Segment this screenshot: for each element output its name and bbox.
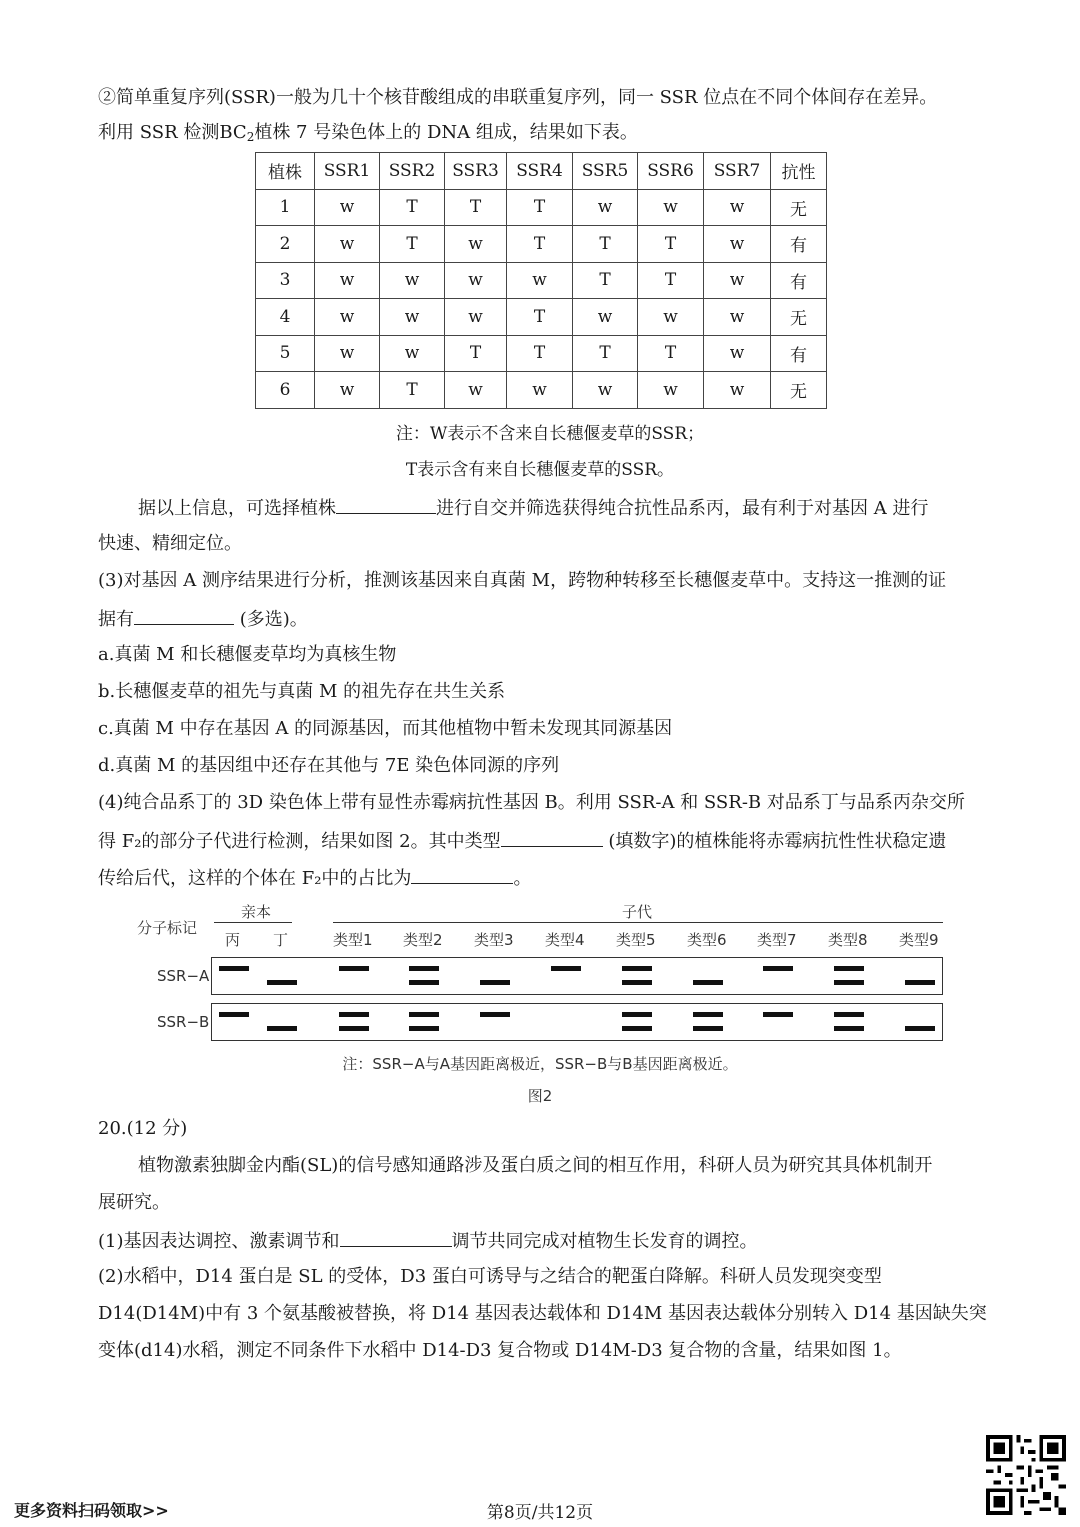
table-cell: 5	[256, 335, 315, 372]
header-cell: 植株	[256, 153, 315, 190]
fig2-row-header: 分子标记	[137, 919, 198, 937]
fig2-marker-b: SSR−B	[157, 1013, 210, 1031]
table-cell: w	[315, 189, 380, 226]
table-cell: T	[445, 335, 507, 372]
gel-band-upper	[339, 966, 369, 971]
table-note-1: 注：W表示不含来自长穗偃麦草的SSR；	[395, 424, 705, 444]
gel-band-upper	[551, 966, 581, 971]
table-cell: w	[704, 372, 771, 409]
gel-band-upper	[339, 1012, 369, 1017]
intro-line-2b: 植株 7 号染色体上的 DNA 组成，结果如下表。	[254, 122, 638, 143]
q3-text-a: 据有	[98, 609, 134, 630]
table-row	[256, 262, 827, 299]
intro-line-2-sub: 2	[246, 130, 255, 144]
fig2-lane-label: 类型4	[545, 931, 585, 949]
q20-intro-1: 植物激素独脚金内酯(SL)的信号感知通路涉及蛋白质之间的相互作用，科研人员为研究其具体机制开	[138, 1155, 933, 1176]
gel-band-upper	[219, 966, 249, 971]
header-cell: SSR5	[573, 153, 638, 190]
q3-line-1: (3)对基因 A 测序结果进行分析，推测该基因来自真菌 M，跨物种转移至长穗偃麦草中。支持这一推测的证	[98, 570, 947, 591]
q3-option-d: d.真菌 M 的基因组中还存在其他与 7E 染色体同源的序列	[98, 755, 560, 776]
q4-line-1: (4)纯合品系丁的 3D 染色体上带有显性赤霉病抗性基因 B。利用 SSR-A 和 SSR-B 对品系丁与品系丙杂交所	[98, 792, 965, 813]
table-cell: T	[638, 262, 704, 299]
fig2-lane-label: 类型5	[616, 931, 656, 949]
header-cell: SSR7	[704, 153, 771, 190]
header-cell: SSR1	[315, 153, 380, 190]
q20-p1-text-b: 调节共同完成对植物生长发育的调控。	[451, 1231, 758, 1252]
table-cell: T	[573, 262, 638, 299]
q2-line-1	[138, 495, 928, 521]
fig2-lane-label: 类型8	[828, 931, 868, 949]
q20-part-2-line-2: D14(D14M)中有 3 个氨基酸被替换，将 D14 基因表达载体和 D14M 基因表达载体分别转入 D14 基因缺失突	[98, 1303, 987, 1324]
fig2-lane-label: 类型2	[403, 931, 443, 949]
table-cell: 4	[256, 299, 315, 336]
table-cell: T	[638, 335, 704, 372]
q20-intro-2: 展研究。	[98, 1192, 170, 1213]
q2-text-b: 进行自交并筛选获得纯合抗性品系丙，最有利于对基因 A 进行	[436, 498, 929, 519]
table-cell: w	[638, 299, 704, 336]
header-cell: SSR3	[445, 153, 507, 190]
table-cell: w	[315, 335, 380, 372]
q20-part-2-line-3: 变体(d14)水稻，测定不同条件下水稻中 D14-D3 复合物或 D14M-D3 复合物的含量，结果如图 1。	[98, 1340, 902, 1361]
gel-band-lower	[693, 1026, 723, 1031]
fig2-note: 注：SSR−A与A基因距离极近，SSR−B与B基因距离极近。	[342, 1055, 738, 1073]
table-cell: 无	[771, 189, 827, 226]
gel-band-upper	[763, 966, 793, 971]
table-row	[256, 189, 827, 226]
q4-text-b: (填数字)的植株能将赤霉病抗性性状稳定遗	[608, 831, 947, 852]
fig2-lane-label: 类型1	[333, 931, 373, 949]
fig2-offspring-rule	[333, 922, 943, 923]
q2-line-2: 快速、精细定位。	[98, 533, 242, 554]
fig2-caption: 图2	[527, 1087, 553, 1105]
table-cell: w	[638, 372, 704, 409]
table-cell: T	[380, 372, 445, 409]
q4-text-c: 传给后代，这样的个体在 F₂中的占比为	[98, 868, 412, 889]
q3-option-a: a.真菌 M 和长穗偃麦草均为真核生物	[98, 644, 397, 665]
table-cell: w	[704, 189, 771, 226]
table-cell: w	[704, 299, 771, 336]
gel-band-lower	[409, 980, 439, 985]
q4-text-d: 。	[513, 868, 532, 889]
q3-text-b: (多选)。	[239, 609, 308, 630]
table-cell: w	[315, 226, 380, 263]
table-cell: w	[315, 262, 380, 299]
gel-band-upper	[622, 1012, 652, 1017]
ssr-table-header-row	[256, 153, 827, 190]
table-cell: T	[507, 335, 573, 372]
table-cell: w	[445, 299, 507, 336]
table-cell: w	[704, 226, 771, 263]
table-cell: 无	[771, 372, 827, 409]
gel-band-lower	[693, 980, 723, 985]
fig2-lane-label: 丙	[225, 931, 241, 949]
gel-band-upper	[622, 966, 652, 971]
table-cell: w	[704, 262, 771, 299]
intro-line-1: ②简单重复序列(SSR)一般为几十个核苷酸组成的串联重复序列，同一 SSR 位点在不同个体间存在差异。	[98, 87, 938, 108]
table-cell: T	[380, 189, 445, 226]
table-cell: w	[507, 372, 573, 409]
gel-band-upper	[219, 1012, 249, 1017]
table-cell: w	[315, 372, 380, 409]
table-cell: T	[507, 189, 573, 226]
gel-band-lower	[480, 980, 510, 985]
figure-2	[0, 895, 1080, 1115]
answer-blank-type[interactable]	[501, 828, 603, 847]
fig2-lane-label: 类型6	[687, 931, 727, 949]
table-cell: w	[638, 189, 704, 226]
q20-part-2-line-1: (2)水稻中，D14 蛋白是 SL 的受体，D3 蛋白可诱导与之结合的靶蛋白降解。科研人员发现突变型	[98, 1266, 882, 1287]
answer-blank-evidence[interactable]	[134, 606, 234, 625]
gel-band-lower	[339, 1026, 369, 1031]
fig2-lane-label: 丁	[273, 931, 289, 949]
table-cell: w	[380, 299, 445, 336]
table-cell: T	[573, 226, 638, 263]
table-row	[256, 335, 827, 372]
table-cell: 1	[256, 189, 315, 226]
gel-band-lower	[267, 1026, 297, 1031]
gel-band-upper	[834, 1012, 864, 1017]
q3-option-b: b.长穗偃麦草的祖先与真菌 M 的祖先存在共生关系	[98, 681, 506, 702]
gel-band-lower	[409, 1026, 439, 1031]
gel-band-lower	[905, 980, 935, 985]
q3-option-c: c.真菌 M 中存在基因 A 的同源基因，而其他植物中暂未发现其同源基因	[98, 718, 673, 739]
table-row	[256, 226, 827, 263]
table-cell: 有	[771, 335, 827, 372]
answer-blank-regulation[interactable]	[340, 1228, 452, 1247]
table-row	[256, 372, 827, 409]
table-cell: 2	[256, 226, 315, 263]
q20-title: 20.(12 分)	[98, 1118, 188, 1139]
table-cell: w	[573, 372, 638, 409]
q20-part-1	[98, 1228, 758, 1254]
gel-band-upper	[834, 966, 864, 971]
table-note-2: T表示含有来自长穗偃麦草的SSR。	[405, 460, 675, 480]
gel-band-lower	[622, 1026, 652, 1031]
fig2-marker-a: SSR−A	[157, 967, 210, 985]
table-cell: T	[380, 226, 445, 263]
header-cell: SSR4	[507, 153, 573, 190]
table-cell: w	[445, 262, 507, 299]
table-cell: w	[380, 262, 445, 299]
gel-band-upper	[409, 1012, 439, 1017]
table-row	[256, 299, 827, 336]
table-cell: w	[445, 226, 507, 263]
table-cell: w	[573, 299, 638, 336]
fig2-offspring-label: 子代	[622, 903, 653, 921]
fig2-parents-rule	[214, 922, 292, 923]
fig2-lane-label: 类型9	[899, 931, 939, 949]
table-cell: T	[445, 189, 507, 226]
q2-text-a: 据以上信息，可选择植株	[138, 498, 336, 519]
gel-band-upper	[409, 966, 439, 971]
table-cell: w	[445, 372, 507, 409]
gel-band-upper	[693, 1012, 723, 1017]
q4-line-3	[98, 865, 531, 891]
table-cell: 无	[771, 299, 827, 336]
q3-line-2	[98, 606, 308, 632]
fig2-lane-label: 类型7	[757, 931, 797, 949]
fig2-parents-label: 亲本	[241, 903, 272, 921]
table-cell: w	[507, 262, 573, 299]
answer-blank-plant[interactable]	[336, 495, 436, 514]
header-cell: 抗性	[771, 153, 827, 190]
table-cell: w	[315, 299, 380, 336]
footer-page-number: 第8页/共12页	[486, 1503, 594, 1523]
intro-line-2	[98, 121, 638, 145]
fig2-gel-panel-ssr-b	[211, 1003, 943, 1041]
header-cell: SSR2	[380, 153, 445, 190]
table-cell: T	[507, 226, 573, 263]
gel-band-lower	[905, 1026, 935, 1031]
q20-p1-text-a: (1)基因表达调控、激素调节和	[98, 1231, 340, 1252]
table-cell: 6	[256, 372, 315, 409]
intro-line-2a: 利用 SSR 检测BC	[98, 122, 247, 143]
gel-band-lower	[267, 980, 297, 985]
fig2-gel-panel-ssr-a	[211, 957, 943, 995]
footer-more-resources-link[interactable]: 更多资料扫码领取>>	[14, 1501, 169, 1520]
header-cell: SSR6	[638, 153, 704, 190]
table-cell: T	[507, 299, 573, 336]
table-cell: w	[380, 335, 445, 372]
answer-blank-ratio[interactable]	[411, 865, 513, 884]
table-cell: 有	[771, 262, 827, 299]
gel-band-lower	[834, 1026, 864, 1031]
q4-line-2	[98, 828, 946, 854]
table-cell: T	[573, 335, 638, 372]
q4-text-a: 得 F₂的部分子代进行检测，结果如图 2。其中类型	[98, 831, 501, 852]
table-cell: w	[573, 189, 638, 226]
gel-band-upper	[480, 1012, 510, 1017]
gel-band-lower	[622, 980, 652, 985]
table-cell: 3	[256, 262, 315, 299]
gel-band-lower	[834, 980, 864, 985]
table-cell: 有	[771, 226, 827, 263]
table-cell: T	[638, 226, 704, 263]
fig2-lane-label: 类型3	[474, 931, 514, 949]
ssr-table	[255, 152, 827, 409]
gel-band-upper	[763, 1012, 793, 1017]
table-cell: w	[704, 335, 771, 372]
